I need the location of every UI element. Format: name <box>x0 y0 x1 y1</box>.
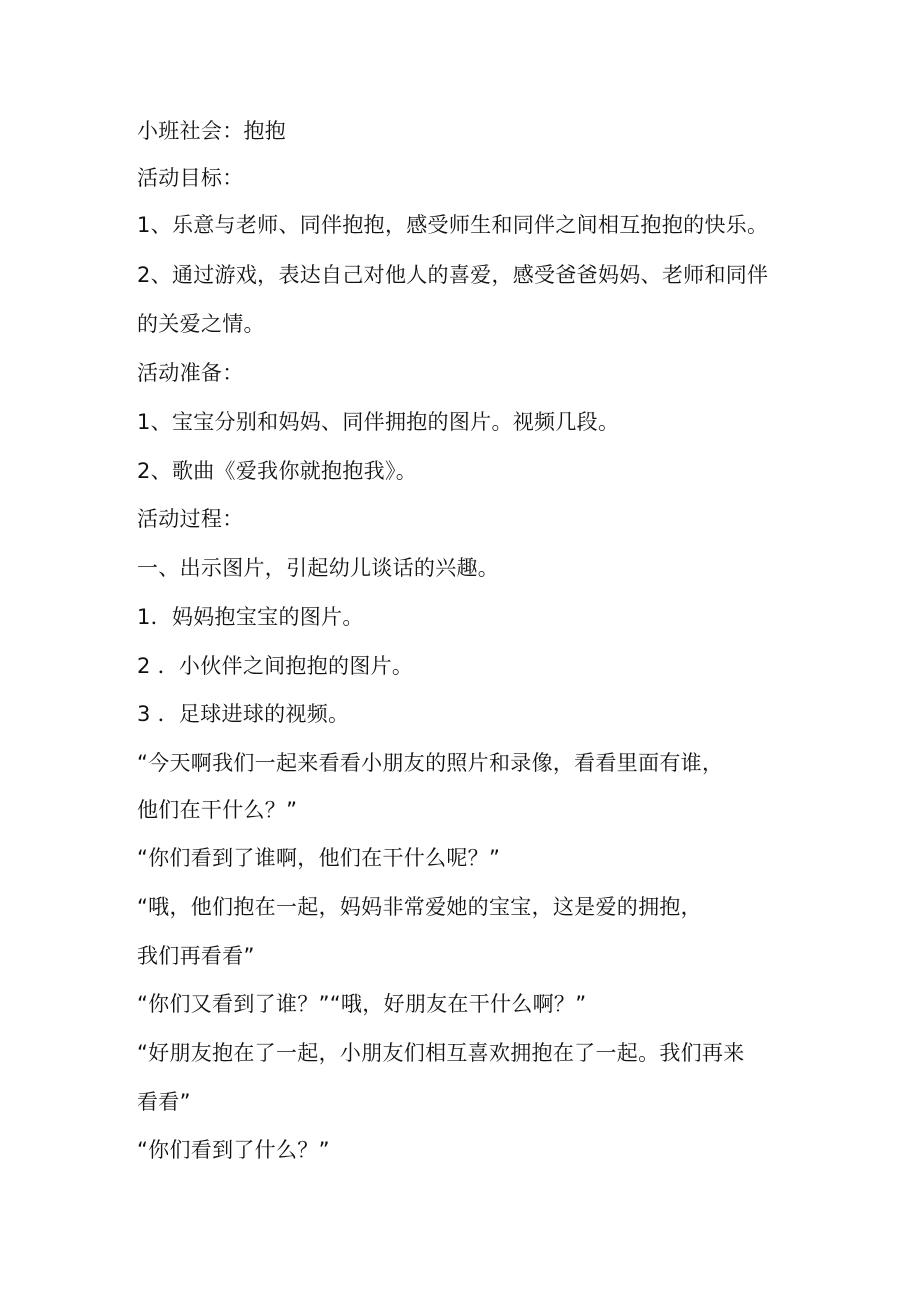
goal-2-line-2: 的关爱之情。 <box>137 312 265 336</box>
item-1: 1．妈妈抱宝宝的图片。 <box>137 605 364 629</box>
quote-3-line-1: “哦，他们抱在一起，妈妈非常爱她的宝宝，这是爱的拥抱， <box>137 895 702 919</box>
goals-heading: 活动目标： <box>137 166 244 190</box>
prep-2: 2、歌曲《爱我你就抱抱我》。 <box>137 459 418 483</box>
prep-heading: 活动准备： <box>137 361 244 385</box>
document-title: 小班社会：抱抱 <box>137 119 287 143</box>
quote-1-line-2: 他们在干什么？” <box>137 798 298 822</box>
quote-6: “你们看到了什么？” <box>137 1138 330 1162</box>
prep-1: 1、宝宝分别和妈妈、同伴拥抱的图片。视频几段。 <box>137 410 620 434</box>
quote-1-line-1: “今天啊我们一起来看看小朋友的照片和录像，看看里面有谁， <box>137 751 724 775</box>
step-1: 一、出示图片，引起幼儿谈话的兴趣。 <box>137 556 500 580</box>
process-heading: 活动过程： <box>137 507 244 531</box>
quote-3-line-2: 我们再看看” <box>137 944 255 968</box>
item-2: 2 ．小伙伴之间抱抱的图片。 <box>137 654 414 678</box>
quote-5-line-1: “好朋友抱在了一起，小朋友们相互喜欢拥抱在了一起。我们再来 <box>137 1041 745 1065</box>
quote-2: “你们看到了谁啊，他们在干什么呢？” <box>137 846 501 870</box>
goal-2-line-1: 2、通过游戏，表达自己对他人的喜爱，感受爸爸妈妈、老师和同伴 <box>137 263 769 287</box>
item-3: 3 ．足球进球的视频。 <box>137 702 350 726</box>
quote-4: “你们又看到了谁？”“哦，好朋友在干什么啊？” <box>137 992 587 1016</box>
goal-1: 1、乐意与老师、同伴抱抱，感受师生和同伴之间相互抱抱的快乐。 <box>137 213 769 237</box>
quote-5-line-2: 看看” <box>137 1090 191 1114</box>
